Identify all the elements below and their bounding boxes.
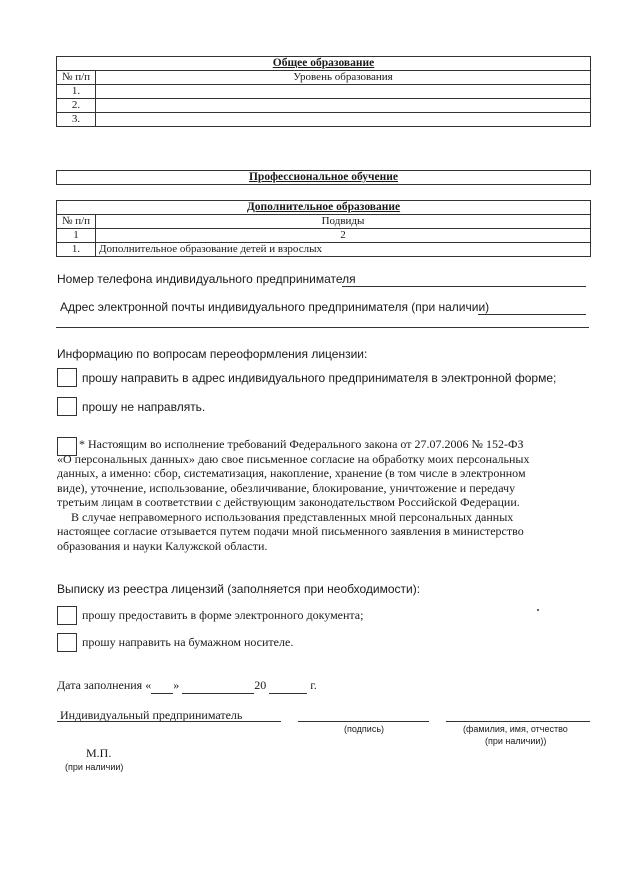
email-input-line-2[interactable] <box>56 327 589 328</box>
full-name-line[interactable] <box>446 721 590 722</box>
index-cell: 2 <box>96 229 591 243</box>
index-cell: 1 <box>57 229 96 243</box>
row-number: 1. <box>57 85 96 99</box>
signature-caption: (подпись) <box>344 724 385 734</box>
signature-role: Индивидуальный предприниматель <box>60 708 243 722</box>
role-line <box>57 721 281 722</box>
general-education-table <box>56 56 591 127</box>
consent-block <box>57 437 590 553</box>
license-info-heading: Информацию по вопросам переоформления лицензии: <box>57 347 368 361</box>
professional-training-title: Профессиональное обучение <box>248 171 398 183</box>
additional-education-title: Дополнительное образование <box>57 201 591 215</box>
row-number: 1. <box>57 243 96 257</box>
do-not-send-checkbox[interactable] <box>57 397 77 416</box>
extract-electronic-checkbox[interactable] <box>57 606 77 625</box>
date-fill-row <box>57 678 317 694</box>
date-label: Дата заполнения « <box>57 678 152 692</box>
row-number: 3. <box>57 113 96 127</box>
col-level-header: Уровень образования <box>96 71 591 85</box>
phone-input-line[interactable] <box>342 286 586 287</box>
col-subtypes-header: Подвиды <box>96 215 591 229</box>
do-not-send-label: прошу не направлять. <box>82 400 206 414</box>
day-field[interactable] <box>151 678 173 694</box>
education-level-cell[interactable] <box>96 113 591 127</box>
consent-line: третьим лицам в соответствии с действующим законодательством Российской Федерации. <box>57 495 520 509</box>
email-label: Адрес электронной почты индивидуального предпринимателя (при наличии) <box>60 300 490 314</box>
row-number: 2. <box>57 99 96 113</box>
extract-paper-label: прошу направить на бумажном носителе. <box>82 635 294 649</box>
extract-electronic-label: прошу предоставить в форме электронного документа; <box>82 608 364 622</box>
subtype-cell: Дополнительное образование детей и взрослых <box>96 243 591 257</box>
send-electronic-checkbox[interactable] <box>57 368 77 387</box>
consent-line: В случае неправомерного использования представленных мной персональных данных <box>71 509 514 524</box>
consent-line: настоящее согласие отзывается путем подачи мной письменного заявления в министерство <box>57 524 524 538</box>
send-electronic-label: прошу направить в адрес индивидуального предпринимателя в электронной форме; <box>82 371 557 385</box>
full-name-caption-2: (при наличии)) <box>485 736 547 746</box>
extract-paper-checkbox[interactable] <box>57 633 77 652</box>
consent-line: виде), уточнение, использование, обезличивание, блокирование, уничтожение и передачу <box>57 480 516 495</box>
year-field[interactable] <box>269 678 307 694</box>
date-close-quote: » <box>173 678 180 692</box>
email-input-line[interactable] <box>478 314 586 315</box>
education-level-cell[interactable] <box>96 85 591 99</box>
col-num-header: № п/п <box>57 215 96 229</box>
signature-line[interactable] <box>298 721 429 722</box>
stamp-label: М.П. <box>86 746 112 760</box>
stamp-caption: (при наличии) <box>65 762 124 772</box>
education-level-cell[interactable] <box>96 99 591 113</box>
year-suffix: г. <box>310 678 317 692</box>
consent-line: данных, а именно: сбор, систематизация, накопление, хранение (в том числе в электронном <box>57 466 526 480</box>
registry-extract-heading: Выписку из реестра лицензий (заполняется при необходимости): <box>57 582 421 596</box>
general-education-title: Общее образование <box>57 57 591 71</box>
century: 20 <box>254 678 267 692</box>
full-name-caption: (фамилия, имя, отчество <box>463 724 568 734</box>
consent-line: «О персональных данных» даю свое письменное согласие на обработку моих персональных <box>57 451 530 466</box>
phone-label: Номер телефона индивидуального предпринимателя <box>57 272 356 286</box>
consent-line: образования и науки Калужской области. <box>57 538 268 553</box>
scan-speck <box>537 609 539 611</box>
month-field[interactable] <box>182 678 254 694</box>
additional-education-table <box>56 200 591 257</box>
professional-training-box <box>56 170 591 185</box>
consent-line: * Настоящим во исполнение требований Федерального закона от 27.07.2006 № 152-ФЗ <box>79 437 524 451</box>
col-num-header: № п/п <box>57 71 96 85</box>
